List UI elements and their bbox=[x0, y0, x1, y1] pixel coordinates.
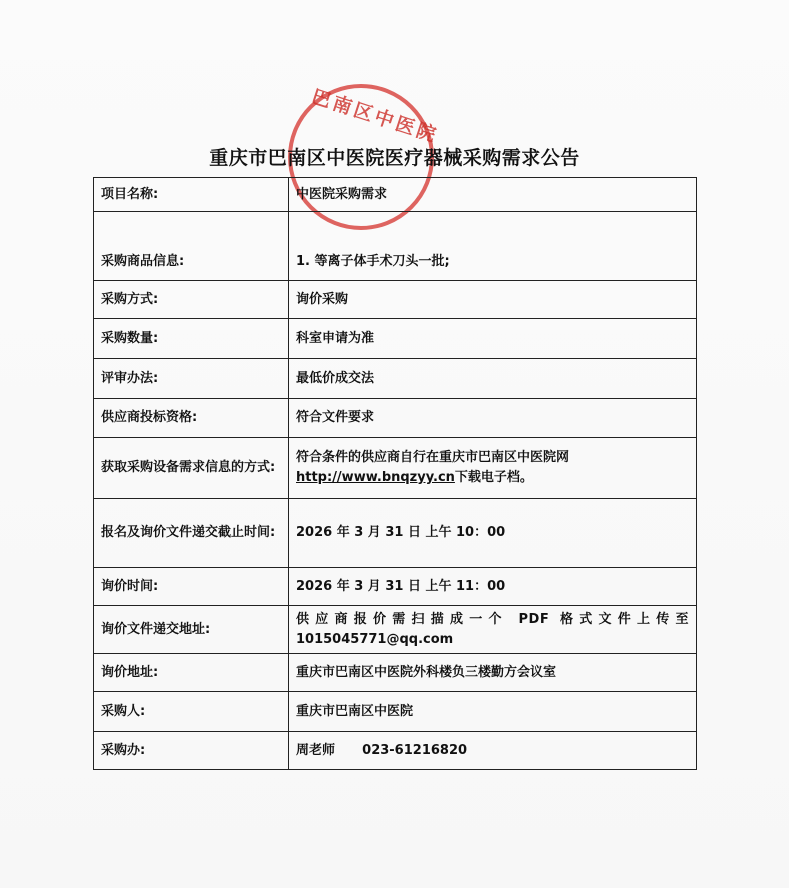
row-label: 获取采购设备需求信息的方式: bbox=[94, 438, 289, 499]
table-row bbox=[94, 438, 697, 499]
row-label: 询价时间: bbox=[94, 568, 289, 606]
table-row bbox=[94, 499, 697, 568]
table-row bbox=[94, 359, 697, 399]
submission-instruction: 供应商报价需扫描成一个 PDF 格式文件上传至 bbox=[296, 611, 689, 627]
row-label: 采购数量: bbox=[94, 319, 289, 359]
row-value bbox=[289, 438, 697, 499]
submission-email[interactable]: 1015045771@qq.com bbox=[296, 631, 454, 647]
table-row bbox=[94, 568, 697, 606]
seal-text: 巴南区中医院 bbox=[308, 85, 442, 148]
row-label: 采购人: bbox=[94, 692, 289, 732]
table-row bbox=[94, 606, 697, 654]
row-label: 询价地址: bbox=[94, 654, 289, 692]
row-value bbox=[289, 606, 697, 654]
row-value: 询价采购 bbox=[289, 281, 697, 319]
procurement-info-table bbox=[93, 177, 697, 770]
row-value: 最低价成交法 bbox=[289, 359, 697, 399]
table-row bbox=[94, 692, 697, 732]
row-value: 周老师 023-61216820 bbox=[289, 732, 697, 770]
table-row bbox=[94, 212, 697, 281]
acquisition-method-line2 bbox=[296, 468, 689, 488]
table-row bbox=[94, 732, 697, 770]
row-label: 评审办法: bbox=[94, 359, 289, 399]
table-row bbox=[94, 399, 697, 438]
row-value: 中医院采购需求 bbox=[289, 178, 697, 212]
row-label: 供应商投标资格: bbox=[94, 399, 289, 438]
row-value: 科室申请为准 bbox=[289, 319, 697, 359]
website-link[interactable]: http://www.bnqzyy.cn bbox=[296, 470, 455, 485]
row-label: 采购商品信息: bbox=[94, 212, 289, 281]
page-title: 重庆市巴南区中医院医疗器械采购需求公告 bbox=[209, 147, 580, 169]
row-label: 采购办: bbox=[94, 732, 289, 770]
row-label: 询价文件递交地址: bbox=[94, 606, 289, 654]
row-value: 2026 年 3 月 31 日 上午 10：00 bbox=[289, 499, 697, 568]
row-label: 项目名称: bbox=[94, 178, 289, 212]
row-label: 报名及询价文件递交截止时间: bbox=[94, 499, 289, 568]
table-row bbox=[94, 319, 697, 359]
acquisition-method-text: 符合条件的供应商自行在重庆市巴南区中医院网 bbox=[296, 450, 570, 465]
table-row bbox=[94, 281, 697, 319]
row-label: 采购方式: bbox=[94, 281, 289, 319]
table-row bbox=[94, 178, 697, 212]
download-text: 下载电子档。 bbox=[454, 470, 533, 485]
row-value: 2026 年 3 月 31 日 上午 11：00 bbox=[289, 568, 697, 606]
table-row bbox=[94, 654, 697, 692]
row-value: 重庆市巴南区中医院 bbox=[289, 692, 697, 732]
row-value: 符合文件要求 bbox=[289, 399, 697, 438]
row-value: 重庆市巴南区中医院外科楼负三楼勤方会议室 bbox=[289, 654, 697, 692]
row-value: 1. 等离子体手术刀头一批; bbox=[289, 212, 697, 281]
